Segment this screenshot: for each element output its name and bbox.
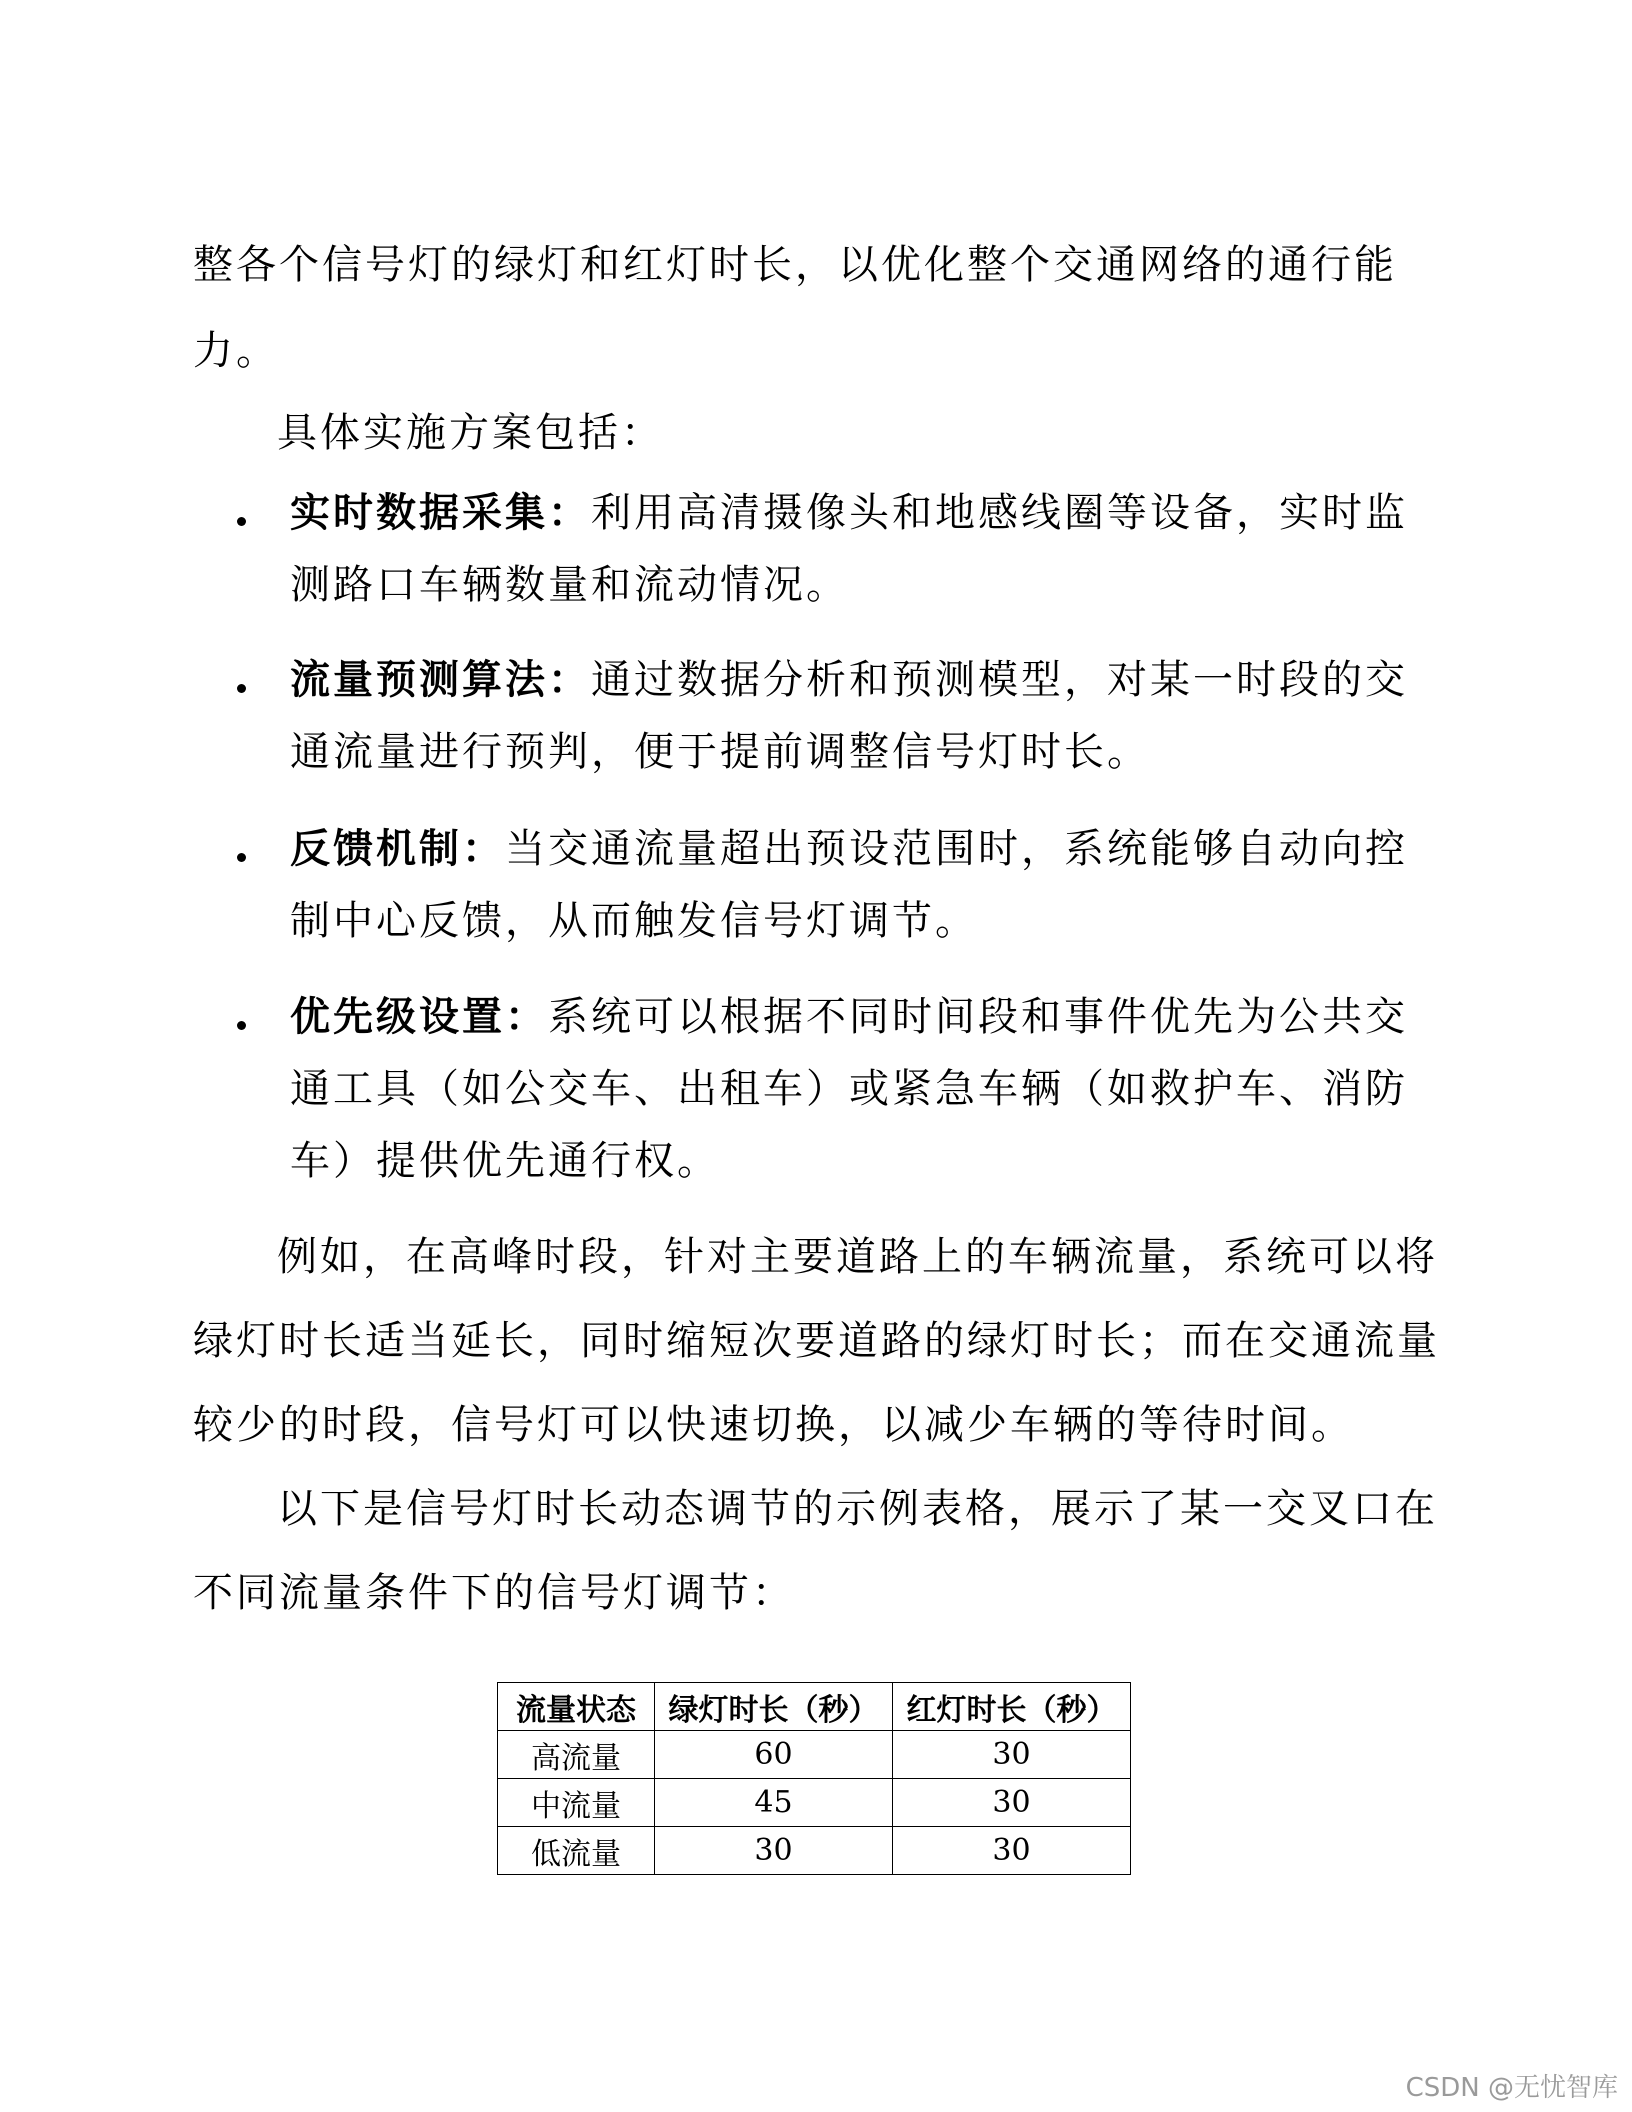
bullet-dot bbox=[237, 517, 246, 526]
section-heading: 具体实施方案包括： bbox=[277, 410, 664, 456]
paragraph-line: 例如，在高峰时段，针对主要道路上的车辆流量，系统可以将 bbox=[277, 1234, 1438, 1280]
table-header-row bbox=[498, 1683, 1131, 1731]
bullet-text: 车）提供优先通行权。 bbox=[290, 1138, 720, 1184]
paragraph-line: 力。 bbox=[193, 328, 279, 374]
paragraph-line: 以下是信号灯时长动态调节的示例表格，展示了某一交叉口在 bbox=[277, 1486, 1438, 1532]
table-row bbox=[498, 1779, 1131, 1827]
table-cell: 60 bbox=[655, 1731, 893, 1779]
bullet-term: 优先级设置： bbox=[290, 993, 548, 1040]
table-row bbox=[498, 1731, 1131, 1779]
bullet-item bbox=[290, 992, 1408, 1042]
bullet-text: 通过数据分析和预测模型，对某一时段的交 bbox=[591, 657, 1408, 703]
paragraph-line: 较少的时段，信号灯可以快速切换，以减少车辆的等待时间。 bbox=[193, 1402, 1354, 1448]
bullet-item bbox=[290, 824, 1408, 874]
table-header-cell: 绿灯时长（秒） bbox=[655, 1683, 893, 1731]
table-cell: 45 bbox=[655, 1779, 893, 1827]
table-cell: 低流量 bbox=[498, 1827, 655, 1875]
bullet-dot bbox=[237, 853, 246, 862]
bullet-dot bbox=[237, 1021, 246, 1030]
bullet-text: 利用高清摄像头和地感线圈等设备，实时监 bbox=[591, 490, 1408, 536]
bullet-text: 通流量进行预判，便于提前调整信号灯时长。 bbox=[290, 729, 1150, 775]
table-row bbox=[498, 1827, 1131, 1875]
bullet-term: 流量预测算法： bbox=[290, 656, 591, 703]
bullet-term: 实时数据采集： bbox=[290, 489, 591, 536]
table-cell: 30 bbox=[893, 1779, 1131, 1827]
bullet-item bbox=[290, 488, 1408, 538]
paragraph-line: 整各个信号灯的绿灯和红灯时长，以优化整个交通网络的通行能 bbox=[193, 242, 1397, 288]
bullet-text: 当交通流量超出预设范围时，系统能够自动向控 bbox=[505, 826, 1408, 872]
bullet-text: 通工具（如公交车、出租车）或紧急车辆（如救护车、消防 bbox=[290, 1066, 1408, 1112]
bullet-term: 反馈机制： bbox=[290, 825, 505, 872]
bullet-item bbox=[290, 655, 1408, 705]
table-cell: 30 bbox=[893, 1731, 1131, 1779]
watermark-text: CSDN @无忧智库 bbox=[1405, 2073, 1618, 2103]
paragraph-line: 绿灯时长适当延长，同时缩短次要道路的绿灯时长；而在交通流量 bbox=[193, 1318, 1440, 1364]
table-header-cell: 流量状态 bbox=[498, 1683, 655, 1731]
bullet-text: 测路口车辆数量和流动情况。 bbox=[290, 562, 849, 608]
bullet-text: 制中心反馈，从而触发信号灯调节。 bbox=[290, 898, 978, 944]
table-cell: 30 bbox=[655, 1827, 893, 1875]
signal-timing-table bbox=[497, 1682, 1131, 1875]
table-cell: 30 bbox=[893, 1827, 1131, 1875]
table-cell: 高流量 bbox=[498, 1731, 655, 1779]
paragraph-line: 不同流量条件下的信号灯调节： bbox=[193, 1570, 795, 1616]
bullet-text: 系统可以根据不同时间段和事件优先为公共交 bbox=[548, 994, 1408, 1040]
table-header-cell: 红灯时长（秒） bbox=[893, 1683, 1131, 1731]
bullet-dot bbox=[237, 684, 246, 693]
table-cell: 中流量 bbox=[498, 1779, 655, 1827]
